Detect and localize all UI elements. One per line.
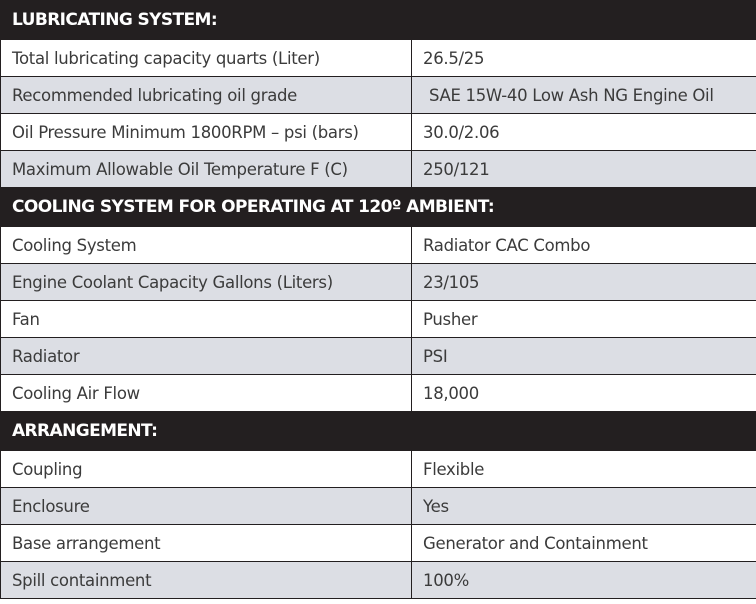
row-value: Radiator CAC Combo (412, 227, 756, 264)
table-row (1, 488, 756, 525)
section-title: ARRANGEMENT: (1, 412, 756, 451)
table-row (1, 77, 756, 114)
row-value: 18,000 (412, 375, 756, 412)
row-label: Total lubricating capacity quarts (Liter) (1, 40, 412, 77)
row-label: Enclosure (1, 488, 412, 525)
row-label: Cooling System (1, 227, 412, 264)
table-row (1, 451, 756, 488)
table-row (1, 301, 756, 338)
row-label: Base arrangement (1, 525, 412, 562)
table-row (1, 375, 756, 412)
row-label: Radiator (1, 338, 412, 375)
row-label: Oil Pressure Minimum 1800RPM – psi (bars) (1, 114, 412, 151)
row-value: 26.5/25 (412, 40, 756, 77)
row-value: PSI (412, 338, 756, 375)
table-row (1, 114, 756, 151)
row-label: Spill containment (1, 562, 412, 599)
row-label: Cooling Air Flow (1, 375, 412, 412)
row-value: Pusher (412, 301, 756, 338)
section-header-cooling (1, 188, 756, 227)
section-title: COOLING SYSTEM FOR OPERATING AT 120º AMBIENT: (1, 188, 756, 227)
table-row (1, 338, 756, 375)
section-title: LUBRICATING SYSTEM: (1, 1, 756, 40)
table-row (1, 227, 756, 264)
table-row (1, 151, 756, 188)
row-value: 23/105 (412, 264, 756, 301)
row-label: Maximum Allowable Oil Temperature F (C) (1, 151, 412, 188)
row-value: Flexible (412, 451, 756, 488)
row-value: 250/121 (412, 151, 756, 188)
section-header-arrangement (1, 412, 756, 451)
table-row (1, 525, 756, 562)
row-label: Coupling (1, 451, 412, 488)
row-label: Engine Coolant Capacity Gallons (Liters) (1, 264, 412, 301)
row-label: Fan (1, 301, 412, 338)
table-row (1, 562, 756, 599)
section-header-lubricating (1, 1, 756, 40)
row-value: Generator and Containment (412, 525, 756, 562)
row-value: 100% (412, 562, 756, 599)
row-value: SAE 15W-40 Low Ash NG Engine Oil (412, 77, 756, 114)
row-label: Recommended lubricating oil grade (1, 77, 412, 114)
table-row (1, 40, 756, 77)
row-value: 30.0/2.06 (412, 114, 756, 151)
row-value: Yes (412, 488, 756, 525)
table-row (1, 264, 756, 301)
